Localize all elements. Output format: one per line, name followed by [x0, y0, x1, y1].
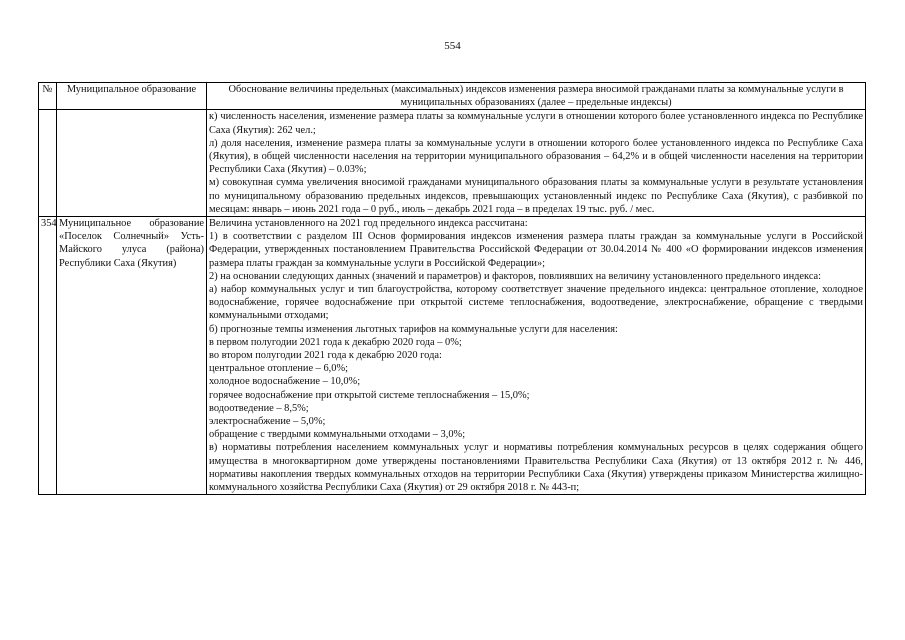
- page-number: 554: [444, 40, 461, 52]
- paragraph: обращение с твердыми коммунальными отходами – 3,0%;: [209, 429, 466, 441]
- row-municipality: [57, 110, 207, 217]
- paragraph: м) совокупная сумма увеличения вносимой гражданами муниципального образования платы за коммунальные услуги в результате установления по муниципальному образованию предельных индексов, превышающих установленный индекс по Республике Саха (Якутия), с разбивкой по месяцам: январь – июнь 2021 года – 0 руб., июль – декабрь 2021 года – в пределах 19 тыс. руб. / мес.: [209, 177, 863, 215]
- table-row: [39, 110, 866, 217]
- paragraph: Величина установленного на 2021 год предельного индекса рассчитана:: [209, 218, 528, 230]
- header-municipality: Муниципальное образование: [57, 83, 207, 110]
- indices-table: [38, 82, 866, 495]
- paragraph: в первом полугодии 2021 года к декабрю 2020 года – 0%;: [209, 336, 462, 348]
- row-justification: [207, 217, 866, 495]
- header-justification: Обоснование величины предельных (максимальных) индексов изменения размера вносимой гражданами платы за коммунальные услуги в муниципальных образованиях (далее – предельные индексы): [207, 83, 866, 110]
- row-number: 354: [39, 217, 57, 495]
- paragraph: б) прогнозные темпы изменения льготных тарифов на коммунальные услуги для населения:: [209, 323, 618, 335]
- table-row: [39, 217, 866, 495]
- paragraph: а) набор коммунальных услуг и тип благоустройства, которому соответствует значение предельного индекса: центральное отопление, холодное водоснабжение, горячее водоснабжение при открытой системе теплоснабжения, водоотведение, электроснабжение, обращение с твердыми коммунальными отходами;: [209, 284, 863, 322]
- row-municipality: Муниципальное образование «Поселок Солнечный» Усть-Майского улуса (района) Республики Саха (Якутия): [57, 217, 207, 495]
- paragraph: к) численность населения, изменение размера платы за коммунальные услуги в отношении которого более установленного индекса по Республике Саха (Якутия): 262 чел.;: [209, 111, 863, 136]
- paragraph: водоотведение – 8,5%;: [209, 402, 309, 414]
- paragraph: холодное водоснабжение – 10,0%;: [209, 376, 361, 388]
- paragraph: центральное отопление – 6,0%;: [209, 363, 348, 375]
- header-number: №: [39, 83, 57, 110]
- paragraph: электроснабжение – 5,0%;: [209, 416, 326, 428]
- table-header-row: [39, 83, 866, 110]
- paragraph: 1) в соответствии с разделом III Основ формирования индексов изменения размера платы граждан за коммунальные услуги в Российской Федерации, утвержденных постановлением Правительства Российской Федерации от 30.04.2014 № 400 «О формировании индексов изменения размера платы граждан за коммунальные услуги в Российской Федерации»;: [209, 231, 863, 269]
- paragraph: во втором полугодии 2021 года к декабрю 2020 года:: [209, 350, 442, 362]
- paragraph: в) нормативы потребления населением коммунальных услуг и нормативы потребления коммунальных ресурсов в целях содержания общего имущества в многоквартирном доме утверждены постановлениями Правительства Республики Саха (Якутия) от 13 октября 2012 г. № 446, нормативы накопления твердых коммунальных отходов на территории Республики Саха (Якутия) утверждены приказом Министерства жилищно-коммунального хозяйства Республики Саха (Якутия) от 29 октября 2018 г. № 443-п;: [209, 442, 863, 494]
- row-number: [39, 110, 57, 217]
- paragraph: горячее водоснабжение при открытой системе теплоснабжения – 15,0%;: [209, 389, 530, 401]
- paragraph: 2) на основании следующих данных (значений и параметров) и факторов, повлиявших на величину установленного предельного индекса:: [209, 270, 822, 282]
- row-justification: [207, 110, 866, 217]
- paragraph: л) доля населения, изменение размера платы за коммунальные услуги в отношении которого более установленного индекса по Республике Саха (Якутия), в общей численности населения на территории муниципального образования – 64,2% и в общей численности населения на территории Республики Саха (Якутия) – 0.03%;: [209, 137, 863, 176]
